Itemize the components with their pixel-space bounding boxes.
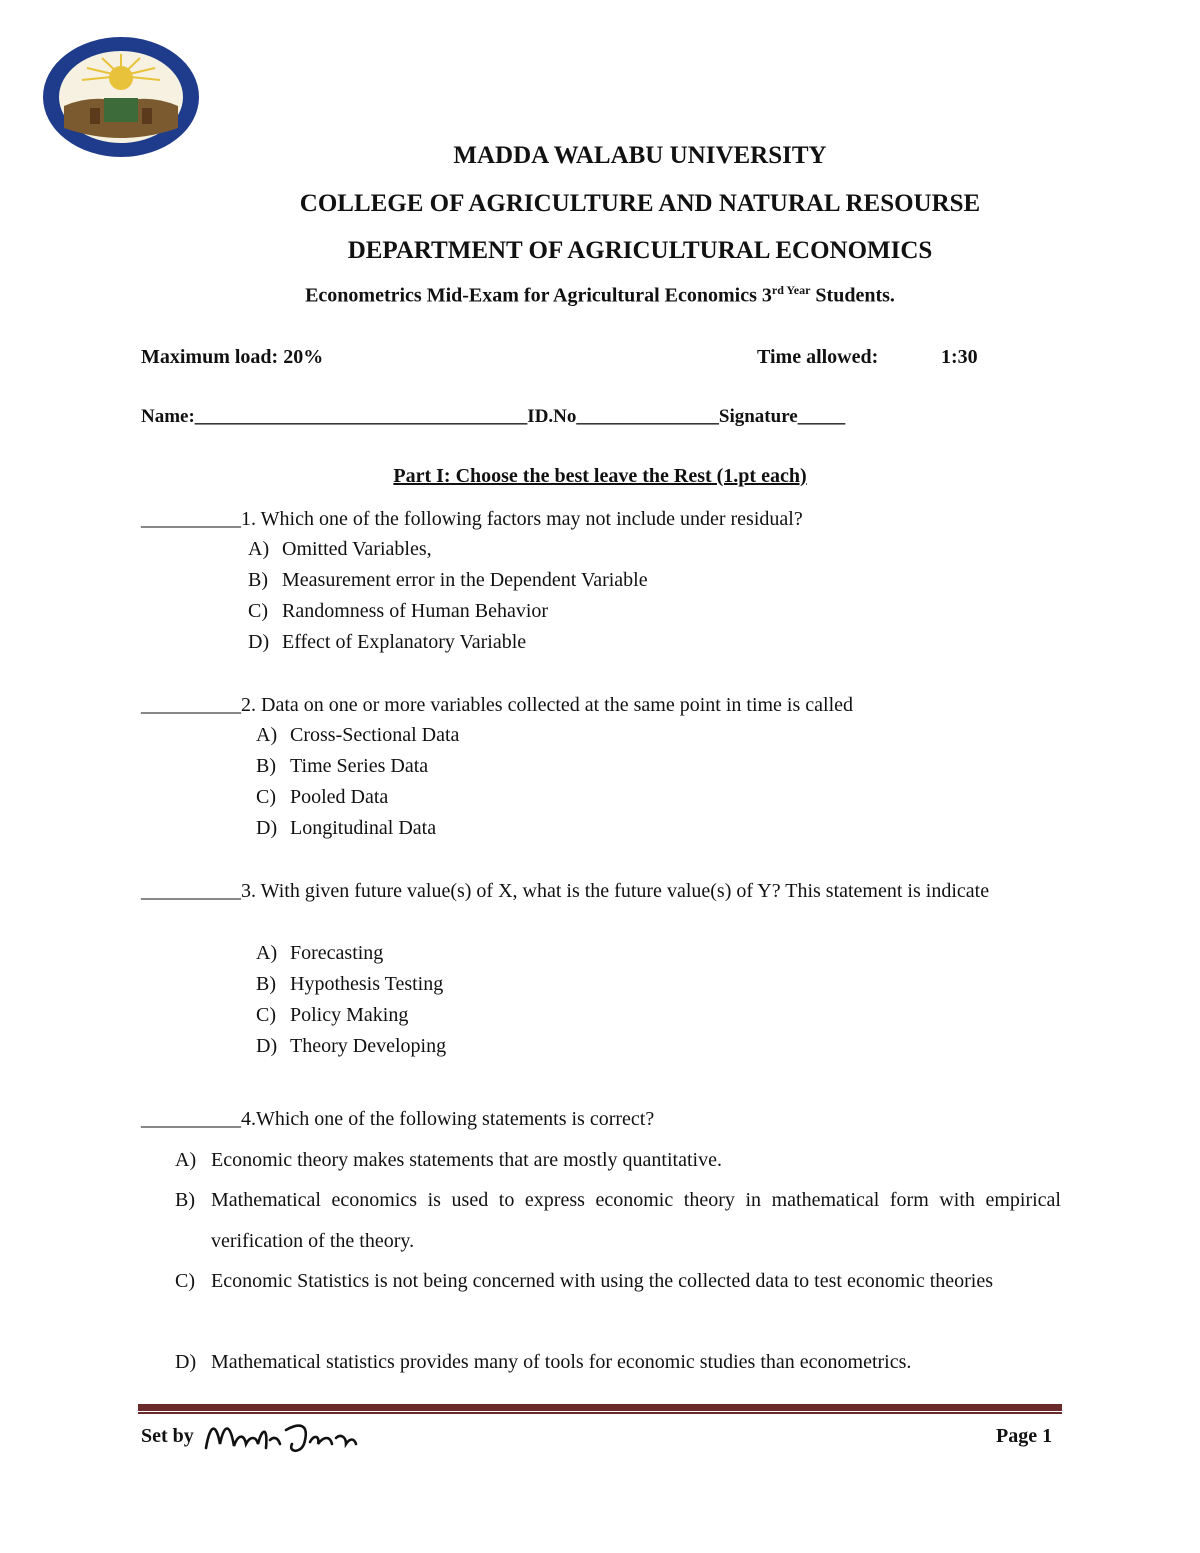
q1-option-d: D) Effect of Explanatory Variable — [248, 631, 527, 653]
university-logo — [42, 36, 200, 158]
exam-title: Econometrics Mid-Exam for Agricultural Economics $3^{rd Year}$ Students. — [305, 283, 895, 307]
q2-option-a: A) Cross-Sectional Data — [256, 724, 460, 746]
college-name: COLLEGE OF AGRICULTURE AND NATURAL RESOURSE — [299, 190, 981, 217]
q1-option-a: A) Omitted Variables, — [248, 538, 432, 560]
q4-option-b: B) Mathematical economics is used to express economic theory in mathematical form with empirical verification of the theory. — [175, 1189, 1061, 1252]
university-name: MADDA WALABU UNIVERSITY — [453, 142, 827, 169]
q4-option-d: D) Mathematical statistics provides many of tools for economic studies than econometrics. — [175, 1351, 912, 1373]
answer-blank[interactable]: __________ — [141, 880, 241, 902]
q2-option-d: D) Longitudinal Data — [256, 817, 437, 839]
exam-title-superscript: rd Year — [771, 283, 811, 297]
part1-title: Part I: Choose the best leave the Rest (1.pt each) — [393, 465, 807, 487]
q1-option-b: B) Measurement error in the Dependent Variable — [248, 569, 648, 591]
q1-option-c: C) Randomness of Human Behavior — [248, 600, 549, 622]
page-number: Page 1 — [996, 1425, 1053, 1447]
time-allowed-value: 1:30 — [941, 346, 978, 368]
question-4: __________4.Which one of the following statements is correct? — [141, 1108, 655, 1130]
answer-blank[interactable]: __________ — [141, 694, 241, 716]
q4-option-a: A) Economic theory makes statements that are mostly quantitative. — [175, 1149, 722, 1171]
department-name: DEPARTMENT OF AGRICULTURAL ECONOMICS — [347, 237, 933, 264]
time-allowed-label: Time allowed: — [757, 346, 879, 368]
handwritten-signature — [200, 1414, 360, 1458]
question-1: __________1. Which one of the following factors may not include under residual? — [141, 508, 803, 530]
name-id-signature-line: Name:___________________________________ID.No_______________Signature_____ — [141, 406, 846, 427]
q3-option-b: B) Hypothesis Testing — [256, 973, 444, 995]
footer-rule — [138, 1404, 1062, 1411]
footer-set-by: Set by — [141, 1425, 194, 1447]
question-2: __________2. Data on one or more variables collected at the same point in time is called — [141, 694, 854, 716]
answer-blank[interactable]: __________ — [141, 1108, 241, 1130]
q3-option-c: C) Policy Making — [256, 1004, 409, 1026]
question-3: __________3. With given future value(s) of X, what is the future value(s) of Y? This statement is indicate — [141, 880, 990, 902]
q3-option-a: A) Forecasting — [256, 942, 384, 964]
answer-blank[interactable]: __________ — [141, 508, 241, 530]
q2-option-b: B) Time Series Data — [256, 755, 429, 777]
q4-option-c: C) Economic Statistics is not being concerned with using the collected data to test economic theories — [175, 1270, 994, 1292]
q2-option-c: C) Pooled Data — [256, 786, 389, 808]
q3-option-d: D) Theory Developing — [256, 1035, 447, 1057]
max-load: Maximum load: 20% — [141, 346, 324, 368]
